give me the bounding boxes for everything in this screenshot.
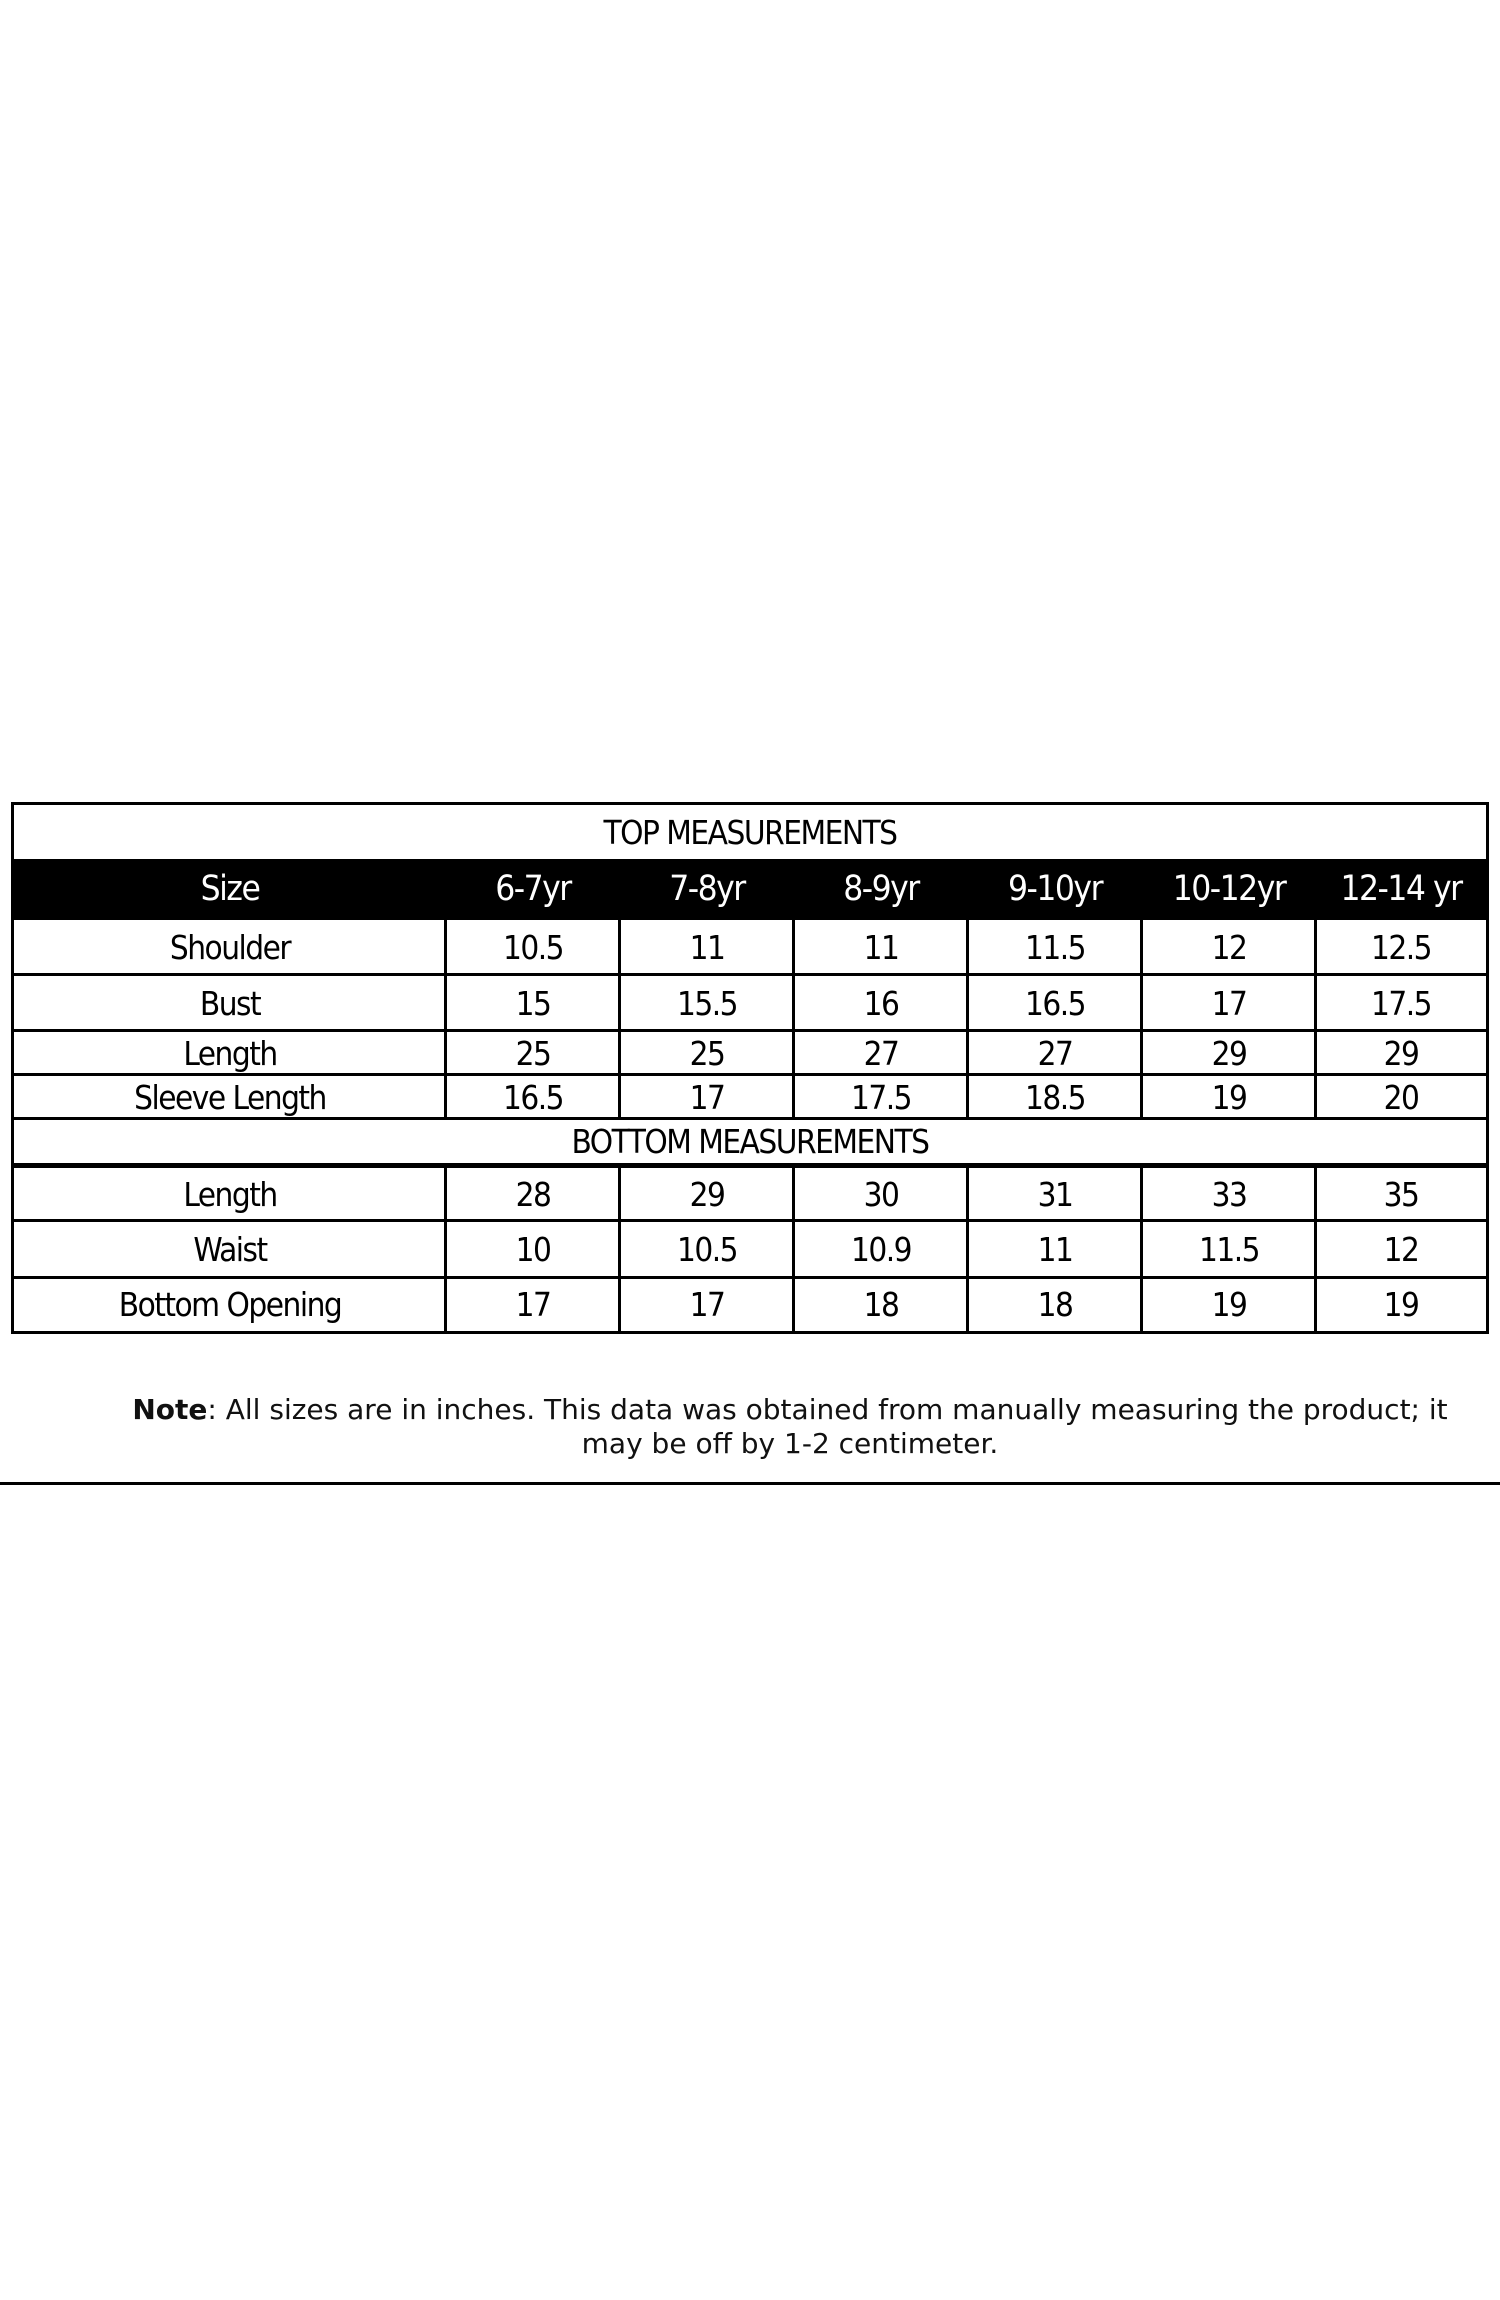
table-cell: 20 xyxy=(1383,1077,1419,1117)
table-cell: 15 xyxy=(515,983,551,1023)
table-cell: 30 xyxy=(863,1174,899,1214)
grid-line xyxy=(444,1167,447,1331)
row-label: Length xyxy=(183,1033,277,1073)
size-header-cell: 9-10yr xyxy=(1007,868,1103,909)
size-header-cell: 12-14 yr xyxy=(1340,868,1462,909)
table-cell: 19 xyxy=(1383,1285,1419,1324)
table-cell: 12 xyxy=(1383,1230,1419,1269)
table-cell: 29 xyxy=(1211,1033,1247,1073)
size-header-cell: 6-7yr xyxy=(495,868,571,909)
table-cell: 11.5 xyxy=(1024,927,1086,967)
size-header-label: Size xyxy=(200,868,260,909)
grid-line xyxy=(14,917,1486,920)
table-cell: 11 xyxy=(863,927,899,967)
grid-line xyxy=(1140,1167,1143,1331)
grid-line xyxy=(14,1073,1486,1076)
table-cell: 11 xyxy=(689,927,725,967)
note-text: : All sizes are in inches. This data was obtained from manually measuring the product; it may be off by 1-2 centimeter. xyxy=(207,1393,1448,1460)
table-cell: 17 xyxy=(689,1285,725,1324)
section-divider xyxy=(14,1163,1486,1168)
table-cell: 16.5 xyxy=(1024,983,1086,1023)
grid-line xyxy=(14,1219,1486,1222)
table-cell: 18.5 xyxy=(1024,1077,1086,1117)
table-cell: 17 xyxy=(1211,983,1247,1023)
grid-line xyxy=(792,919,795,1119)
grid-line xyxy=(618,1167,621,1331)
grid-line xyxy=(1314,919,1317,1119)
table-cell: 11 xyxy=(1037,1230,1073,1269)
table-cell: 31 xyxy=(1037,1174,1073,1214)
table-cell: 19 xyxy=(1211,1077,1247,1117)
table-cell: 27 xyxy=(863,1033,899,1073)
grid-line xyxy=(444,919,447,1119)
grid-line xyxy=(14,973,1486,976)
table-cell: 35 xyxy=(1383,1174,1419,1214)
size-header-cell: 10-12yr xyxy=(1172,868,1286,909)
table-cell: 11.5 xyxy=(1198,1230,1260,1269)
row-label: Sleeve Length xyxy=(134,1077,326,1117)
table-cell: 28 xyxy=(515,1174,551,1214)
grid-line xyxy=(618,919,621,1119)
grid-line xyxy=(966,919,969,1119)
row-label: Waist xyxy=(193,1230,267,1269)
grid-line xyxy=(14,1029,1486,1032)
grid-line xyxy=(966,1167,969,1331)
size-header-cell: 7-8yr xyxy=(669,868,745,909)
bottom-measurements-title: BOTTOM MEASUREMENTS xyxy=(571,1121,929,1161)
table-cell: 12.5 xyxy=(1370,927,1432,967)
table-cell: 17.5 xyxy=(850,1077,912,1117)
table-cell: 10.5 xyxy=(676,1230,738,1269)
table-cell: 17 xyxy=(515,1285,551,1324)
table-cell: 25 xyxy=(689,1033,725,1073)
table-cell: 16 xyxy=(863,983,899,1023)
table-cell: 27 xyxy=(1037,1033,1073,1073)
bottom-divider xyxy=(0,1482,1500,1485)
table-cell: 15.5 xyxy=(676,983,738,1023)
table-cell: 18 xyxy=(863,1285,899,1324)
table-cell: 18 xyxy=(1037,1285,1073,1324)
size-header-cell: 8-9yr xyxy=(843,868,919,909)
measurement-note xyxy=(100,1393,1480,1461)
size-chart-table xyxy=(11,802,1489,1334)
row-label: Bottom Opening xyxy=(118,1285,342,1324)
grid-line xyxy=(1314,1167,1317,1331)
table-cell: 12 xyxy=(1211,927,1247,967)
grid-line xyxy=(14,1117,1486,1120)
table-cell: 10.9 xyxy=(850,1230,912,1269)
table-cell: 17.5 xyxy=(1370,983,1432,1023)
row-label: Bust xyxy=(199,983,261,1023)
grid-line xyxy=(14,1276,1486,1279)
grid-line xyxy=(792,1167,795,1331)
table-cell: 29 xyxy=(1383,1033,1419,1073)
note-label: Note xyxy=(132,1393,208,1426)
table-cell: 29 xyxy=(689,1174,725,1214)
grid-line xyxy=(1140,919,1143,1119)
row-label: Length xyxy=(183,1174,277,1214)
table-cell: 10 xyxy=(515,1230,551,1269)
table-cell: 17 xyxy=(689,1077,725,1117)
size-header-row xyxy=(14,859,1486,919)
top-measurements-title: TOP MEASUREMENTS xyxy=(603,812,897,852)
table-cell: 25 xyxy=(515,1033,551,1073)
table-cell: 19 xyxy=(1211,1285,1247,1324)
row-label: Shoulder xyxy=(169,927,291,967)
table-cell: 10.5 xyxy=(502,927,564,967)
table-cell: 16.5 xyxy=(502,1077,564,1117)
table-cell: 33 xyxy=(1211,1174,1247,1214)
